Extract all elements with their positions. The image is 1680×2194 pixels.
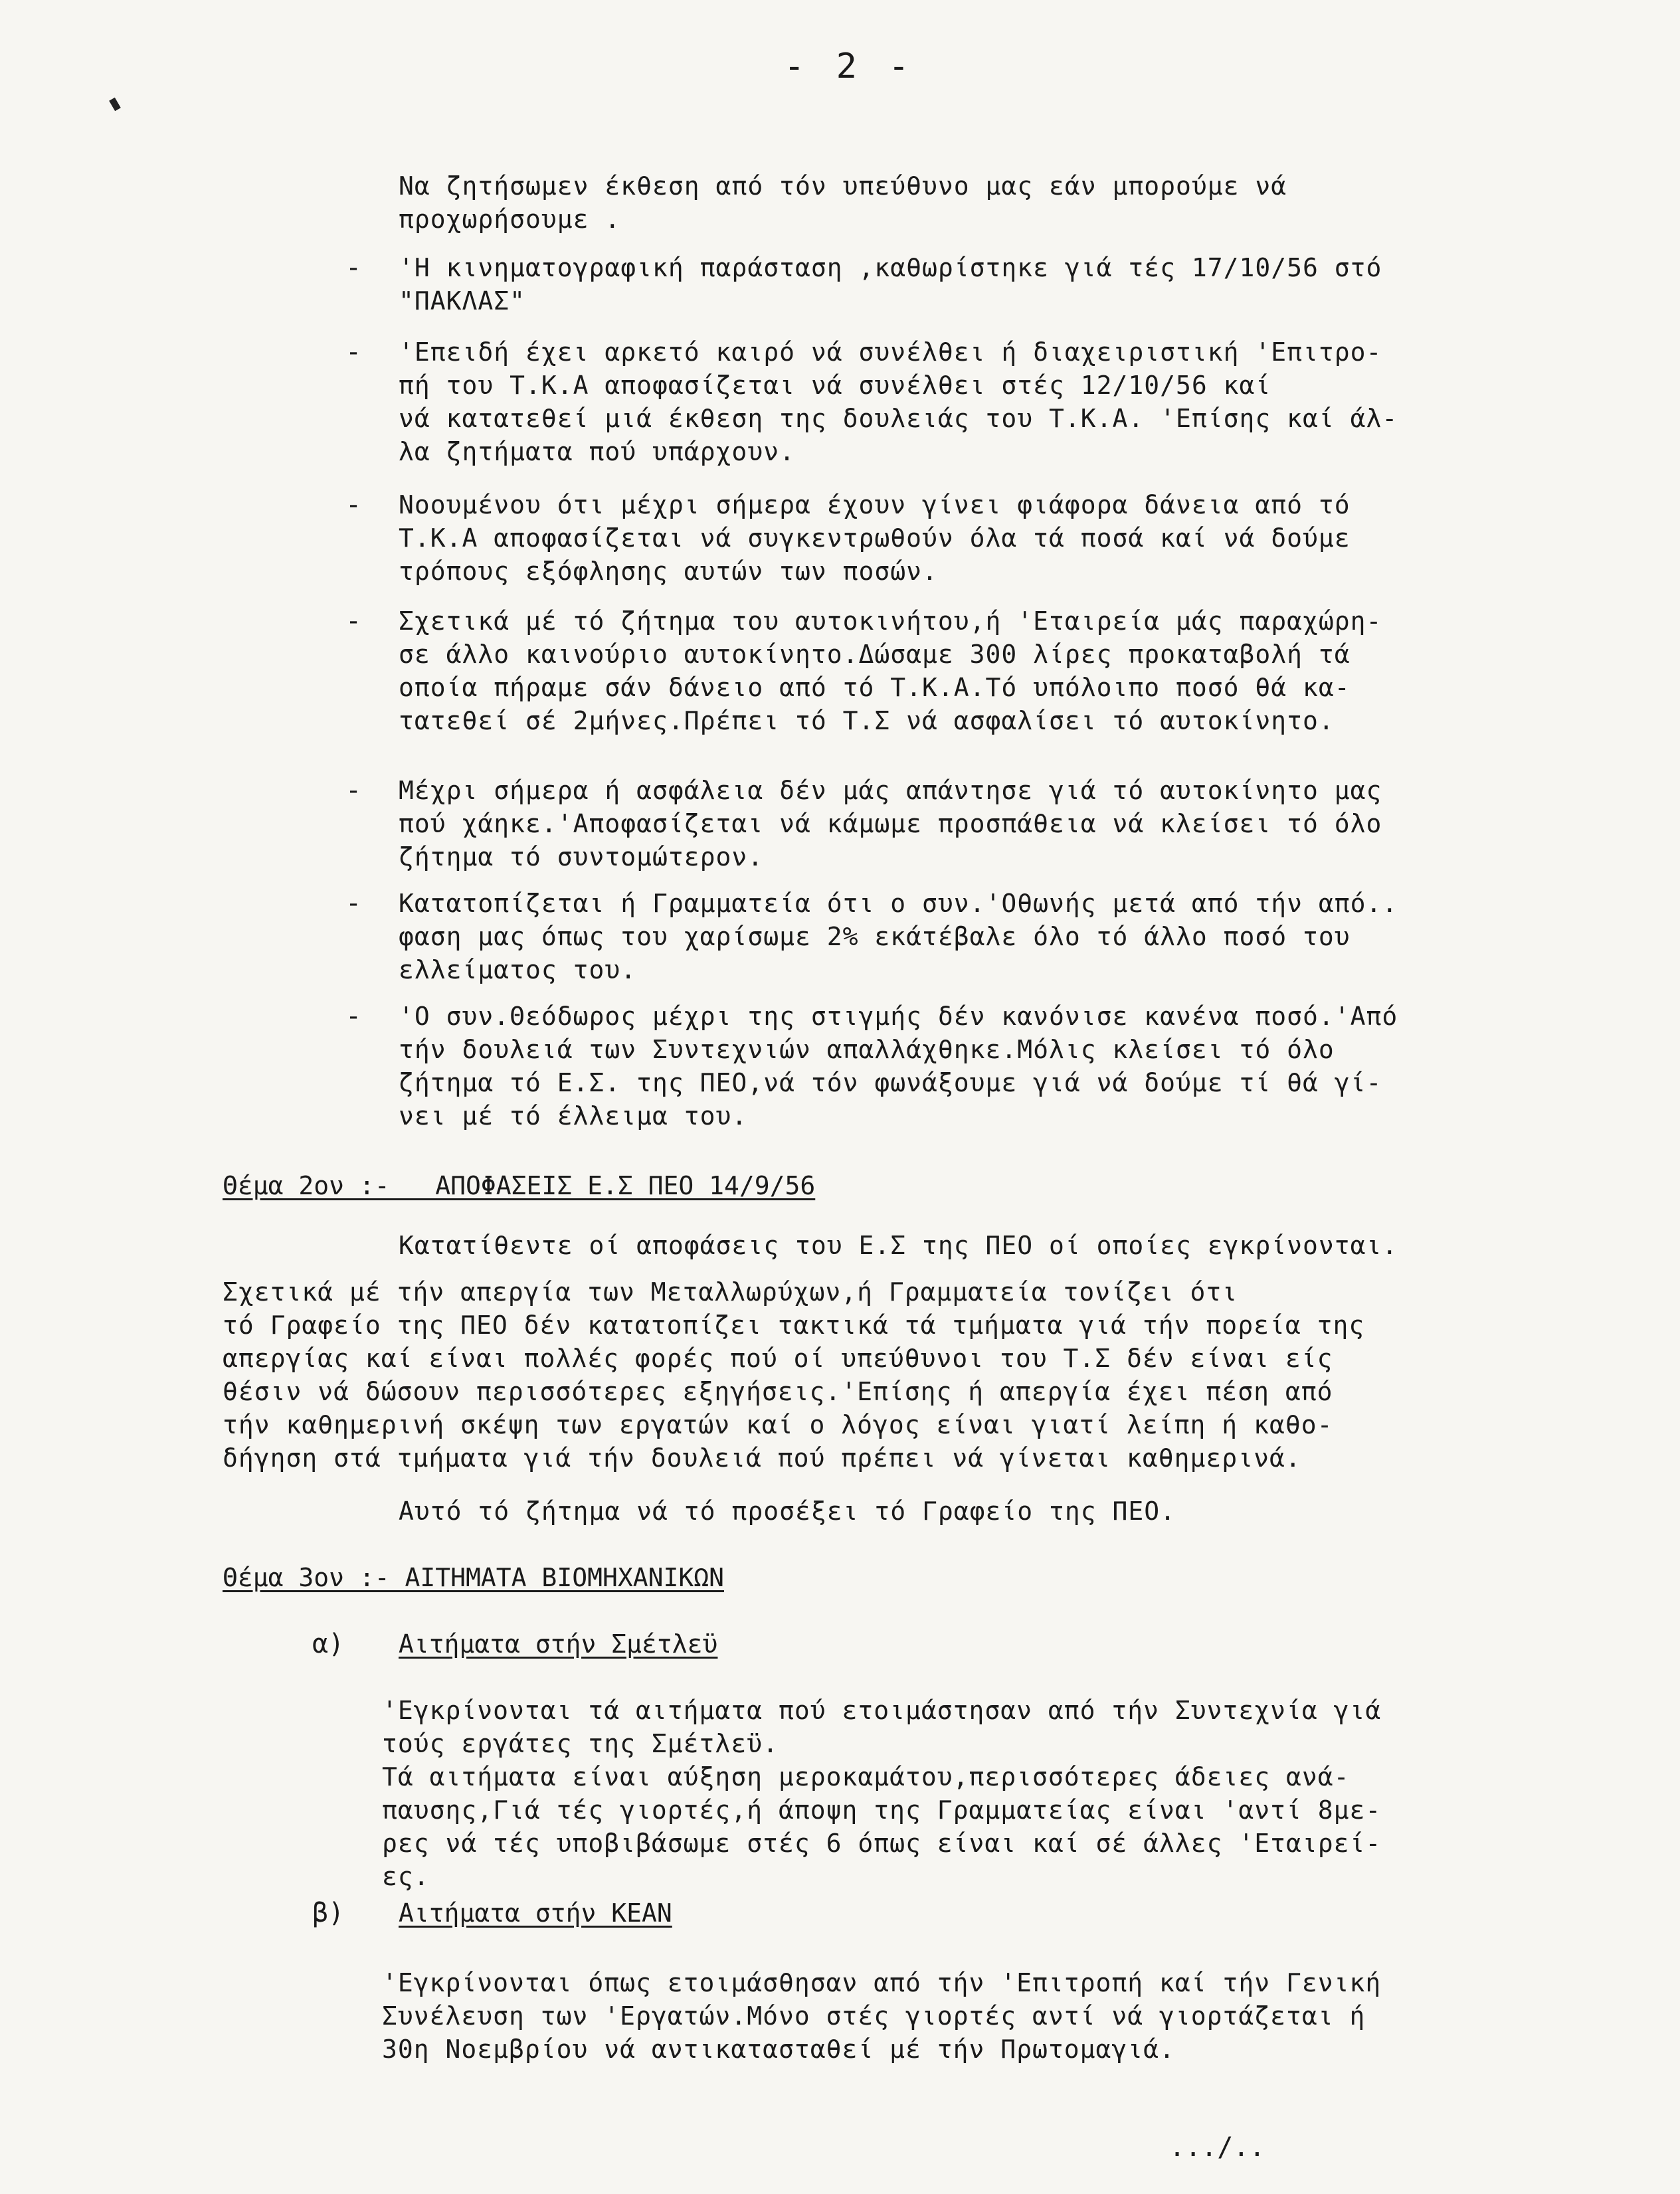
subitem-a-label: α)	[312, 1629, 345, 1659]
continuation-marker: .../..	[1169, 2132, 1265, 2163]
bullet-dash: -	[345, 490, 362, 520]
bullet-dash: -	[345, 775, 362, 806]
list-item: 'Επειδή έχει αρκετό καιρό νά συνέλθει ή διαχειριστική 'Επιτρο- πή του Τ.Κ.Α αποφασίζεται νά συνέλθει στές 12/10/56 καί νά κατατεθεί μιά έκθεση της δουλειάς του Τ.Κ.Α. 'Επίσης καί άλ- λα ζητήματα πού υπάρχουν.	[399, 337, 1398, 466]
topic-3-heading: Θέμα 3ον :- ΑΙΤΗΜΑΤΑ ΒΙΟΜΗΧΑΝΙΚΩΝ	[223, 1563, 724, 1592]
subitem-b-label: β)	[312, 1898, 345, 1928]
subitem-b-text: 'Εγκρίνονται όπως ετοιμάσθησαν από τήν 'Επιτροπή καί τήν Γενική Συνέλευση των 'Εργατών.Μόνο στές γιορτές αντί νά γιορτάζεται ή 30η Νοεμβρίου νά αντικατασταθεί μέ τήν Πρωτομαγιά.	[382, 1968, 1382, 2064]
bullet-dash: -	[345, 1001, 362, 1032]
list-item: Σχετικά μέ τό ζήτημα του αυτοκινήτου,ή 'Εταιρεία μάς παραχώρη- σε άλλο καινούριο αυτοκίνητο.Δώσαμε 300 λίρες προκαταβολή τά οποία πήραμε σάν δάνειο από τό Τ.Κ.Α.Τό υπόλοιπο ποσό θά κα- τατεθεί σέ 2μήνες.Πρέπει τό Τ.Σ νά ασφαλίσει τό αυτοκίνητο.	[399, 606, 1382, 735]
topic-2-heading: Θέμα 2ον :- ΑΠΟΦΑΣΕΙΣ Ε.Σ ΠΕΟ 14/9/56	[223, 1171, 816, 1200]
bullet-dash: -	[345, 606, 362, 636]
list-item: 'Ο συν.Θεόδωρος μέχρι της στιγμής δέν κανόνισε κανένα ποσό.'Από τήν δουλειά των Συντεχνιών απαλλάχθηκε.Μόλις κλείσει τό όλο ζήτημα τό Ε.Σ. της ΠΕΟ,νά τόν φωνάξουμε γιά νά δούμε τί θά γί- νει μέ τό έλλειμα του.	[399, 1002, 1398, 1131]
list-item: Κατατοπίζεται ή Γραμματεία ότι ο συν.'Οθωνής μετά από τήν από.. φαση μας όπως του χαρίσωμε 2% εκάτέβαλε όλο τό άλλο ποσό του ελλείματος του.	[399, 889, 1398, 984]
bullet-dash: -	[345, 252, 362, 283]
subitem-b-heading: Αιτήματα στήν ΚΕΑΝ	[399, 1898, 672, 1928]
intro-paragraph: Να ζητήσωμεν έκθεση από τόν υπεύθυνο μας εάν μπορούμε νά προχωρήσουμε .	[399, 171, 1287, 234]
bullet-dash: -	[345, 888, 362, 919]
stray-ink-mark	[109, 98, 121, 112]
subitem-a-text: 'Εγκρίνονται τά αιτήματα πού ετοιμάστησαν από τήν Συντεχνία γιά τούς εργάτες της Σμέτλεϋ. Τά αιτήματα είναι αύξηση μεροκαμάτου,περισσότερες άδειες ανά- παυσης,Γιά τές γιορτές,ή άποψη της Γραμματείας είναι 'αντί 8με- ρες νά τές υποβιβάσωμε στές 6 όπως είναι καί σέ άλλες 'Εταιρεί- ες.	[382, 1696, 1382, 1891]
subitem-a-heading: Αιτήματα στήν Σμέτλεϋ	[399, 1629, 718, 1659]
topic-2-paragraph-1: Κατατίθεντε οί αποφάσεις του Ε.Σ της ΠΕΟ οί οποίες εγκρίνονται.	[399, 1231, 1398, 1260]
list-item: Νοουμένου ότι μέχρι σήμερα έχουν γίνει φιάφορα δάνεια από τό Τ.Κ.Α αποφασίζεται νά συγκεντρωθούν όλα τά ποσά καί νά δούμε τρόπους εξόφλησης αυτών των ποσών.	[399, 490, 1351, 586]
list-item: 'Η κινηματογραφική παράσταση ,καθωρίστηκε γιά τές 17/10/56 στό "ΠΑΚΛΑΣ"	[399, 253, 1382, 316]
topic-2-paragraph-2: Σχετικά μέ τήν απεργία των Μεταλλωρύχων,ή Γραμματεία τονίζει ότι τό Γραφείο της ΠΕΟ δέν κατατοπίζει τακτικά τά τμήματα γιά τήν πορεία της απεργίας καί είναι πολλές φορές πού οί υπεύθυνοι του Τ.Σ δέν είναι είς θέσιν νά δώσουν περισσότερες εξηγήσεις.'Επίσης ή απεργία έχει πέση από τήν καθημερινή σκέψη των εργατών καί ο λόγος είναι γιατί λείπη ή καθο- δήγηση στά τμήματα γιά τήν δουλειά πού πρέπει νά γίνεται καθημερινά.	[223, 1277, 1365, 1473]
bullet-dash: -	[345, 337, 362, 367]
list-item: Μέχρι σήμερα ή ασφάλεια δέν μάς απάντησε γιά τό αυτοκίνητο μας πού χάηκε.'Αποφασίζεται νά κάμωμε προσπάθεια νά κλείσει τό όλο ζήτημα τό συντομώτερον.	[399, 776, 1382, 871]
topic-2-paragraph-3: Αυτό τό ζήτημα νά τό προσέξει τό Γραφείο της ΠΕΟ.	[399, 1497, 1176, 1526]
page-number: - 2 -	[784, 46, 915, 86]
